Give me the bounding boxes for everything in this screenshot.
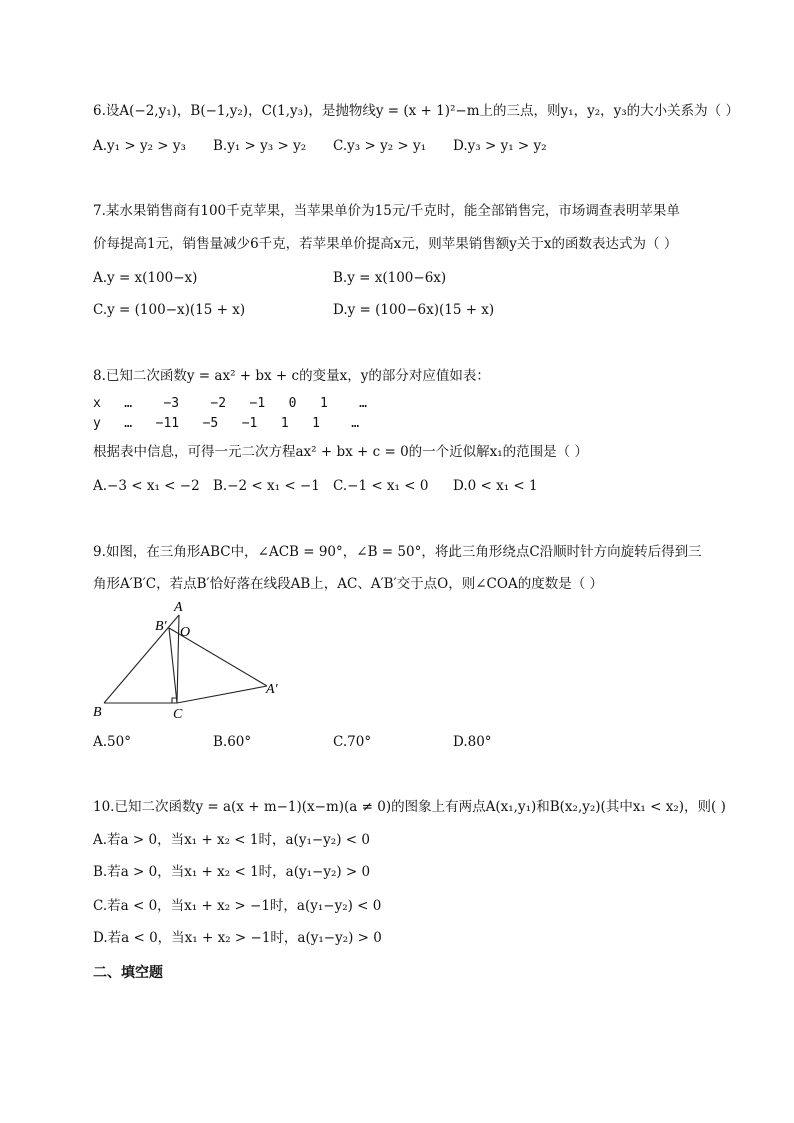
label-b-prime: B′ [155, 619, 167, 634]
section-heading-fill-in: 二、填空题 [93, 965, 163, 981]
q9-option-b: B.60° [213, 734, 252, 750]
q7-option-d: D.y = (100−6x)(15 + x) [333, 302, 495, 318]
q7-stem-line1: 7.某水果销售商有100千克苹果，当苹果单价为15元/千克时，能全部销售完，市场调查表明苹果单 [93, 203, 680, 219]
q9-stem-line2: 角形A′B′C，若点B′恰好落在线段AB上，AC、A′B′交于点O，则∠COA的度数是（ ） [93, 576, 603, 592]
q10-option-a: A.若a > 0，当x₁ + x₂ < 1时，a(y₁−y₂) < 0 [93, 832, 370, 848]
q6-option-b: B.y₁ > y₃ > y₂ [213, 138, 307, 154]
q8-option-d: D.0 < x₁ < 1 [453, 478, 538, 494]
q7-option-c: C.y = (100−x)(15 + x) [93, 302, 246, 318]
label-b: B [93, 705, 102, 720]
q10-stem: 10.已知二次函数y = a(x + m−1)(x−m)(a ≠ 0)的图象上有两点A(x₁,y₁)和B(x₂,y₂)(其中x₁ < x₂)，则( ) [93, 799, 726, 815]
q8-stem2: 根据表中信息，可得一元二次方程ax² + bx + c = 0的一个近似解x₁的范围是（ ） [93, 444, 588, 460]
q8-option-c: C.−1 < x₁ < 0 [333, 478, 429, 494]
q10-option-d: D.若a < 0，当x₁ + x₂ > −1时，a(y₁−y₂) > 0 [93, 930, 382, 946]
segment-ac [177, 615, 179, 703]
q9-triangle-figure [85, 598, 305, 723]
label-c: C [173, 707, 183, 722]
q8-stem: 8.已知二次函数y = ax² + bx + c的变量x，y的部分对应值如表： [93, 368, 490, 384]
q8-table-x-row: x … −3 −2 −1 0 1 … [93, 396, 367, 411]
q8-option-a: A.−3 < x₁ < −2 [93, 478, 200, 494]
q6-option-a: A.y₁ > y₂ > y₃ [93, 138, 186, 154]
q10-option-b: B.若a > 0，当x₁ + x₂ < 1时，a(y₁−y₂) > 0 [93, 864, 371, 880]
q9-option-c: C.70° [333, 734, 372, 750]
q6-option-c: C.y₃ > y₂ > y₁ [333, 138, 427, 154]
q7-option-a: A.y = x(100−x) [93, 270, 198, 286]
q9-stem-line1: 9.如图，在三角形ABC中，∠ACB = 90°，∠B = 50°，将此三角形绕点C沿顺时针方向旋转后得到三 [93, 544, 702, 560]
label-a-prime: A′ [266, 682, 278, 697]
segment-ap-c [177, 686, 267, 703]
q9-option-d: D.80° [453, 734, 492, 750]
q10-option-c: C.若a < 0，当x₁ + x₂ > −1时，a(y₁−y₂) < 0 [93, 898, 382, 914]
segment-bp-c [169, 628, 177, 703]
q6-stem: 6.设A(−2,y₁)，B(−1,y₂)，C(1,y₃)，是抛物线y = (x + 1)²−m上的三点，则y₁，y₂，y₃的大小关系为（ ） [93, 103, 739, 119]
label-o: O [180, 625, 191, 640]
label-a: A [174, 600, 183, 615]
q9-option-a: A.50° [93, 734, 131, 750]
q6-option-d: D.y₃ > y₁ > y₂ [453, 138, 547, 154]
q8-option-b: B.−2 < x₁ < −1 [213, 478, 320, 494]
q7-option-b: B.y = x(100−6x) [333, 270, 447, 286]
q7-stem-line2: 价每提高1元，销售量减少6千克，若苹果单价提高x元，则苹果销售额y关于x的函数表达式为（ ） [93, 236, 678, 252]
q8-table-y-row: y … −11 −5 −1 1 1 … [93, 416, 360, 431]
segment-ab [104, 615, 179, 703]
